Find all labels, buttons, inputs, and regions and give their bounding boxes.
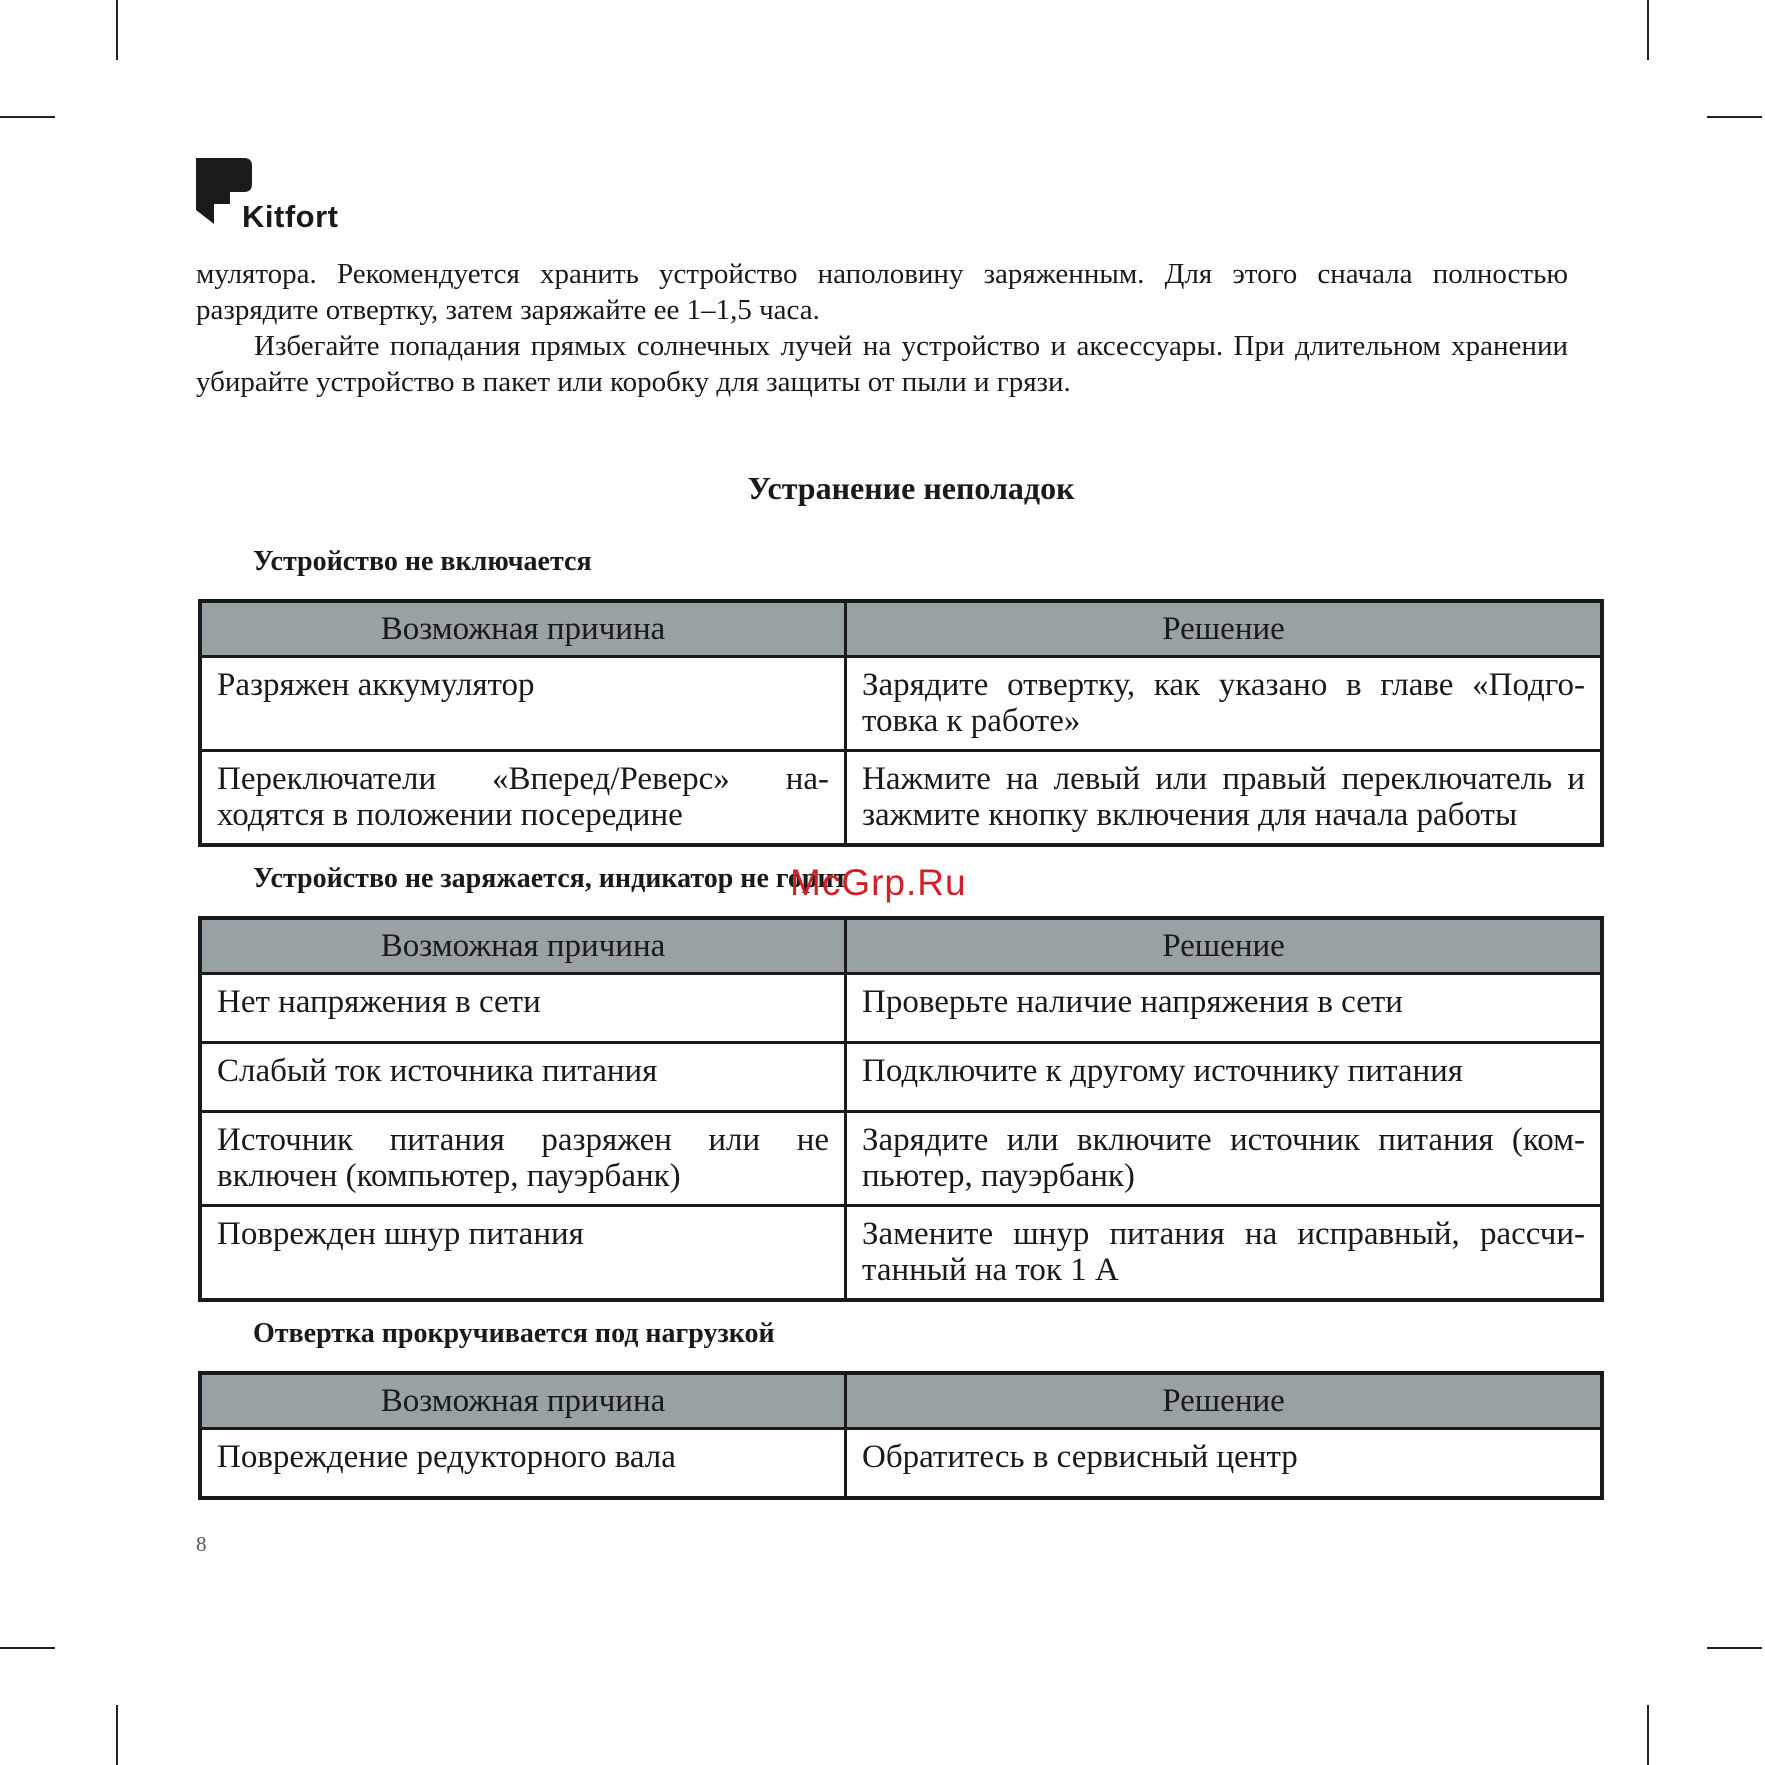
- crop-mark: [1707, 1647, 1762, 1649]
- solution-cell: Замените шнур питания на исправный, рассчитанный на ток 1 А: [846, 1206, 1603, 1300]
- crop-mark: [116, 1705, 118, 1765]
- crop-mark: [116, 0, 118, 60]
- intro-paragraph: Избегайте попадания прямых солнечных лучей на устройство и аксессуары. При длительном хранении убирайте устройство в пакет или коробку для защиты от пыли и грязи.: [196, 330, 1568, 398]
- table-heading: Отвертка прокручивается под нагрузкой: [253, 1318, 775, 1349]
- solution-cell: Обратитесь в сервисный центр: [846, 1429, 1603, 1498]
- table-heading: Устройство не включается: [253, 546, 592, 577]
- table-header-row: [200, 918, 1602, 974]
- crop-mark: [0, 1647, 55, 1649]
- solution-cell: Зарядите отвертку, как указано в главе «Подготовка к работе»: [846, 657, 1603, 751]
- column-header-cause: Возможная причина: [200, 1373, 846, 1429]
- table-row: [200, 751, 1602, 845]
- troubleshooting-table: [198, 916, 1604, 1302]
- cause-cell: Повреждение редукторного вала: [200, 1429, 846, 1498]
- cause-cell: Разряжен аккумулятор: [200, 657, 846, 751]
- troubleshooting-table: [198, 1371, 1604, 1500]
- page-number: 8: [196, 1532, 207, 1556]
- table-header-row: [200, 601, 1602, 657]
- table-header-row: [200, 1373, 1602, 1429]
- cause-cell: Слабый ток источника питания: [200, 1043, 846, 1112]
- section-title: Устранение неполадок: [747, 470, 1075, 506]
- column-header-solution: Решение: [846, 918, 1603, 974]
- table-row: [200, 1206, 1602, 1300]
- crop-mark: [0, 116, 55, 118]
- cause-cell: Поврежден шнур питания: [200, 1206, 846, 1300]
- troubleshooting-table: [198, 599, 1604, 847]
- crop-mark: [1647, 0, 1649, 60]
- table-heading: Устройство не заряжается, индикатор не горит: [253, 863, 848, 894]
- intro-text: [196, 256, 1568, 400]
- crop-mark: [1647, 1705, 1649, 1765]
- table-row: [200, 657, 1602, 751]
- solution-cell: Проверьте наличие напряжения в сети: [846, 974, 1603, 1043]
- cause-cell: Источник питания разряжен или не включен (компьютер, пауэрбанк): [200, 1112, 846, 1206]
- table-row: [200, 974, 1602, 1043]
- solution-cell: Нажмите на левый или правый переключатель и зажмите кнопку включения для начала работы: [846, 751, 1603, 845]
- solution-cell: Подключите к другому источнику питания: [846, 1043, 1603, 1112]
- brand-name: Kitfort: [242, 199, 339, 234]
- column-header-cause: Возможная причина: [200, 918, 846, 974]
- solution-cell: Зарядите или включите источник питания (компьютер, пауэрбанк): [846, 1112, 1603, 1206]
- table-row: [200, 1429, 1602, 1498]
- crop-mark: [1707, 116, 1762, 118]
- cause-cell: Нет напряжения в сети: [200, 974, 846, 1043]
- table-row: [200, 1043, 1602, 1112]
- table-row: [200, 1112, 1602, 1206]
- watermark: McGrp.Ru: [790, 862, 967, 903]
- cause-cell: Переключатели «Вперед/Реверс» находятся в положении посередине: [200, 751, 846, 845]
- brand-logo: [196, 158, 396, 234]
- column-header-solution: Решение: [846, 1373, 1603, 1429]
- column-header-cause: Возможная причина: [200, 601, 846, 657]
- intro-paragraph: мулятора. Рекомендуется хранить устройство наполовину заряженным. Для этого сначала полностью разрядите отвертку, затем заряжайте ее 1–1,5 часа.: [196, 258, 1568, 326]
- column-header-solution: Решение: [846, 601, 1603, 657]
